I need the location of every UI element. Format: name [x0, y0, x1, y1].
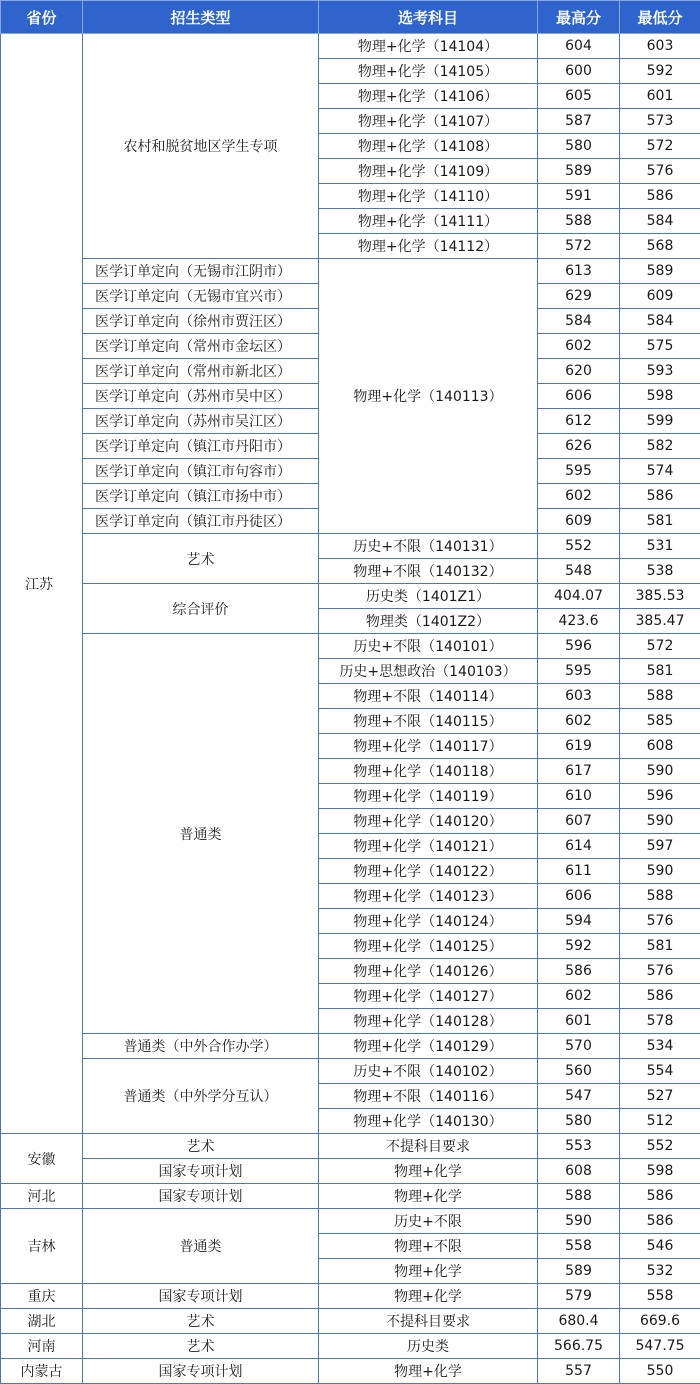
table-cell: 592 [538, 934, 620, 959]
table-cell: 617 [538, 759, 620, 784]
table-cell: 620 [538, 359, 620, 384]
table-cell: 580 [538, 1109, 620, 1134]
table-cell: 548 [538, 559, 620, 584]
table-cell: 医学订单定向（无锡市宜兴市） [83, 284, 319, 309]
table-cell: 581 [620, 509, 700, 534]
table-cell: 607 [538, 809, 620, 834]
table-cell: 385.53 [620, 584, 700, 609]
table-cell: 629 [538, 284, 620, 309]
table-cell: 物理+化学（140125） [319, 934, 538, 959]
table-cell: 532 [620, 1259, 700, 1284]
table-cell: 历史类 [319, 1334, 538, 1359]
table-row [1, 34, 700, 59]
table-cell: 566.75 [538, 1334, 620, 1359]
table-cell: 584 [538, 309, 620, 334]
table-cell: 物理+化学（140127） [319, 984, 538, 1009]
table-cell: 物理+化学 [319, 1184, 538, 1209]
table-cell: 物理+不限（140132） [319, 559, 538, 584]
table-row [1, 534, 700, 559]
table-cell: 602 [538, 484, 620, 509]
table-cell: 546 [620, 1234, 700, 1259]
table-cell: 550 [620, 1359, 700, 1384]
table-cell: 590 [538, 1209, 620, 1234]
table-row [1, 1184, 700, 1209]
table-cell: 物理+化学（14107） [319, 109, 538, 134]
table-row [1, 584, 700, 609]
table-cell: 历史+不限 [319, 1209, 538, 1234]
table-cell: 580 [538, 134, 620, 159]
table-row [1, 1209, 700, 1234]
table-cell: 医学订单定向（常州市金坛区） [83, 334, 319, 359]
table-cell: 586 [620, 184, 700, 209]
table-row [1, 1284, 700, 1309]
table-cell: 物理+化学（14110） [319, 184, 538, 209]
table-cell: 601 [538, 1009, 620, 1034]
table-cell: 物理+化学（140121） [319, 834, 538, 859]
header-subjects: 选考科目 [319, 1, 538, 34]
table-cell: 医学订单定向（常州市新北区） [83, 359, 319, 384]
table-cell: 河南 [1, 1334, 83, 1359]
table-cell: 不提科目要求 [319, 1134, 538, 1159]
table-row [1, 634, 700, 659]
table-cell: 国家专项计划 [83, 1359, 319, 1384]
table-cell: 591 [538, 184, 620, 209]
table-cell: 普通类 [83, 1209, 319, 1284]
table-cell: 内蒙古 [1, 1359, 83, 1384]
table-cell: 物理+化学（140126） [319, 959, 538, 984]
header-min-score: 最低分 [620, 1, 700, 34]
table-cell: 610 [538, 784, 620, 809]
table-cell: 593 [620, 359, 700, 384]
table-cell: 572 [538, 234, 620, 259]
table-cell: 艺术 [83, 1334, 319, 1359]
table-cell: 国家专项计划 [83, 1184, 319, 1209]
table-cell: 575 [620, 334, 700, 359]
header-max-score: 最高分 [538, 1, 620, 34]
table-cell: 医学订单定向（徐州市贾汪区） [83, 309, 319, 334]
table-cell: 596 [538, 634, 620, 659]
table-cell: 590 [620, 809, 700, 834]
table-cell: 589 [620, 259, 700, 284]
table-cell: 湖北 [1, 1309, 83, 1334]
table-cell: 普通类（中外学分互认） [83, 1059, 319, 1134]
table-cell: 584 [620, 209, 700, 234]
table-cell: 艺术 [83, 1134, 319, 1159]
table-cell: 606 [538, 884, 620, 909]
table-cell: 385.47 [620, 609, 700, 634]
table-cell: 602 [538, 334, 620, 359]
table-cell: 588 [538, 209, 620, 234]
table-cell: 物理+化学（14112） [319, 234, 538, 259]
table-cell: 592 [620, 59, 700, 84]
table-cell: 560 [538, 1059, 620, 1084]
table-cell: 612 [538, 409, 620, 434]
table-cell: 576 [620, 959, 700, 984]
header-admission-type: 招生类型 [83, 1, 319, 34]
table-cell: 614 [538, 834, 620, 859]
table-cell: 国家专项计划 [83, 1284, 319, 1309]
table-cell: 物理类（1401Z2） [319, 609, 538, 634]
table-cell: 595 [538, 659, 620, 684]
table-cell: 608 [538, 1159, 620, 1184]
table-cell: 589 [538, 159, 620, 184]
table-row [1, 1334, 700, 1359]
table-cell: 江苏 [1, 34, 83, 1134]
table-cell: 572 [620, 134, 700, 159]
table-cell: 普通类 [83, 634, 319, 1034]
table-cell: 512 [620, 1109, 700, 1134]
table-cell: 物理+化学 [319, 1284, 538, 1309]
table-cell: 611 [538, 859, 620, 884]
table-cell: 586 [620, 1184, 700, 1209]
table-cell: 558 [538, 1234, 620, 1259]
table-cell: 物理+化学（140122） [319, 859, 538, 884]
table-row [1, 1309, 700, 1334]
table-cell: 602 [538, 709, 620, 734]
table-cell: 570 [538, 1034, 620, 1059]
table-cell: 物理+化学（14106） [319, 84, 538, 109]
table-cell: 物理+化学（140130） [319, 1109, 538, 1134]
table-cell: 物理+化学（14104） [319, 34, 538, 59]
table-cell: 物理+化学（140113） [319, 259, 538, 534]
table-cell: 586 [538, 959, 620, 984]
table-cell: 历史+不限（140131） [319, 534, 538, 559]
table-cell: 吉林 [1, 1209, 83, 1284]
table-cell: 576 [620, 159, 700, 184]
table-cell: 普通类（中外合作办学） [83, 1034, 319, 1059]
table-cell: 588 [538, 1184, 620, 1209]
table-cell: 医学订单定向（镇江市丹徒区） [83, 509, 319, 534]
table-cell: 404.07 [538, 584, 620, 609]
table-cell: 554 [620, 1059, 700, 1084]
table-cell: 552 [538, 534, 620, 559]
table-cell: 综合评价 [83, 584, 319, 634]
table-cell: 608 [620, 734, 700, 759]
table-cell: 547 [538, 1084, 620, 1109]
table-cell: 573 [620, 109, 700, 134]
table-cell: 531 [620, 534, 700, 559]
table-cell: 医学订单定向（苏州市吴江区） [83, 409, 319, 434]
table-cell: 物理+化学（14111） [319, 209, 538, 234]
table-cell: 医学订单定向（无锡市江阴市） [83, 259, 319, 284]
table-cell: 历史+思想政治（140103） [319, 659, 538, 684]
table-cell: 581 [620, 934, 700, 959]
table-row [1, 1134, 700, 1159]
table-cell: 物理+化学（14108） [319, 134, 538, 159]
table-cell: 物理+化学（140124） [319, 909, 538, 934]
table-cell: 599 [620, 409, 700, 434]
table-cell: 581 [620, 659, 700, 684]
table-cell: 重庆 [1, 1284, 83, 1309]
table-cell: 物理+化学（140119） [319, 784, 538, 809]
table-cell: 619 [538, 734, 620, 759]
table-cell: 585 [620, 709, 700, 734]
table-cell: 河北 [1, 1184, 83, 1209]
table-cell: 589 [538, 1259, 620, 1284]
table-cell: 596 [620, 784, 700, 809]
table-row [1, 1359, 700, 1384]
table-cell: 物理+不限（140114） [319, 684, 538, 709]
table-cell: 农村和脱贫地区学生专项 [83, 34, 319, 259]
table-cell: 588 [620, 684, 700, 709]
table-cell: 医学订单定向（镇江市丹阳市） [83, 434, 319, 459]
table-cell: 物理+化学（140117） [319, 734, 538, 759]
table-cell: 579 [538, 1284, 620, 1309]
table-cell: 历史+不限（140102） [319, 1059, 538, 1084]
table-cell: 医学订单定向（苏州市吴中区） [83, 384, 319, 409]
table-row [1, 1034, 700, 1059]
table-cell: 国家专项计划 [83, 1159, 319, 1184]
table-row [1, 259, 700, 284]
header-row [1, 1, 700, 34]
table-cell: 423.6 [538, 609, 620, 634]
table-cell: 物理+化学 [319, 1259, 538, 1284]
table-cell: 595 [538, 459, 620, 484]
table-cell: 医学订单定向（镇江市扬中市） [83, 484, 319, 509]
table-cell: 594 [538, 909, 620, 934]
table-cell: 584 [620, 309, 700, 334]
table-cell: 586 [620, 484, 700, 509]
table-cell: 597 [620, 834, 700, 859]
table-cell: 609 [620, 284, 700, 309]
table-cell: 590 [620, 759, 700, 784]
table-cell: 物理+化学（14109） [319, 159, 538, 184]
table-cell: 588 [620, 884, 700, 909]
table-cell: 590 [620, 859, 700, 884]
table-cell: 598 [620, 1159, 700, 1184]
table-cell: 物理+化学（14105） [319, 59, 538, 84]
table-cell: 历史+不限（140101） [319, 634, 538, 659]
table-cell: 547.75 [620, 1334, 700, 1359]
table-cell: 600 [538, 59, 620, 84]
table-cell: 586 [620, 1209, 700, 1234]
table-cell: 艺术 [83, 534, 319, 584]
table-cell: 557 [538, 1359, 620, 1384]
table-cell: 物理+不限（140115） [319, 709, 538, 734]
table-cell: 604 [538, 34, 620, 59]
table-cell: 物理+化学（140118） [319, 759, 538, 784]
table-cell: 527 [620, 1084, 700, 1109]
header-province: 省份 [1, 1, 83, 34]
table-cell: 598 [620, 384, 700, 409]
table-cell: 574 [620, 459, 700, 484]
table-cell: 安徽 [1, 1134, 83, 1184]
table-cell: 艺术 [83, 1309, 319, 1334]
table-cell: 603 [538, 684, 620, 709]
table-body [1, 34, 700, 1384]
table-cell: 609 [538, 509, 620, 534]
table-cell: 626 [538, 434, 620, 459]
table-cell: 582 [620, 434, 700, 459]
table-cell: 613 [538, 259, 620, 284]
table-cell: 576 [620, 909, 700, 934]
table-cell: 558 [620, 1284, 700, 1309]
table-cell: 物理+化学（140128） [319, 1009, 538, 1034]
table-cell: 553 [538, 1134, 620, 1159]
table-cell: 物理+化学 [319, 1359, 538, 1384]
table-cell: 568 [620, 234, 700, 259]
table-cell: 物理+化学（140129） [319, 1034, 538, 1059]
table-cell: 534 [620, 1034, 700, 1059]
table-row [1, 1059, 700, 1084]
table-row [1, 1159, 700, 1184]
table-cell: 552 [620, 1134, 700, 1159]
table-cell: 不提科目要求 [319, 1309, 538, 1334]
table-cell: 538 [620, 559, 700, 584]
table-cell: 586 [620, 984, 700, 1009]
table-cell: 物理+化学（140120） [319, 809, 538, 834]
table-cell: 物理+不限（140116） [319, 1084, 538, 1109]
table-cell: 572 [620, 634, 700, 659]
table-cell: 680.4 [538, 1309, 620, 1334]
table-cell: 物理+不限 [319, 1234, 538, 1259]
table-cell: 587 [538, 109, 620, 134]
table-cell: 605 [538, 84, 620, 109]
table-cell: 物理+化学（140123） [319, 884, 538, 909]
table-cell: 601 [620, 84, 700, 109]
table-cell: 历史类（1401Z1） [319, 584, 538, 609]
table-cell: 606 [538, 384, 620, 409]
table-cell: 物理+化学 [319, 1159, 538, 1184]
table-cell: 602 [538, 984, 620, 1009]
table-cell: 医学订单定向（镇江市句容市） [83, 459, 319, 484]
table-cell: 603 [620, 34, 700, 59]
table-cell: 578 [620, 1009, 700, 1034]
table-cell: 669.6 [620, 1309, 700, 1334]
